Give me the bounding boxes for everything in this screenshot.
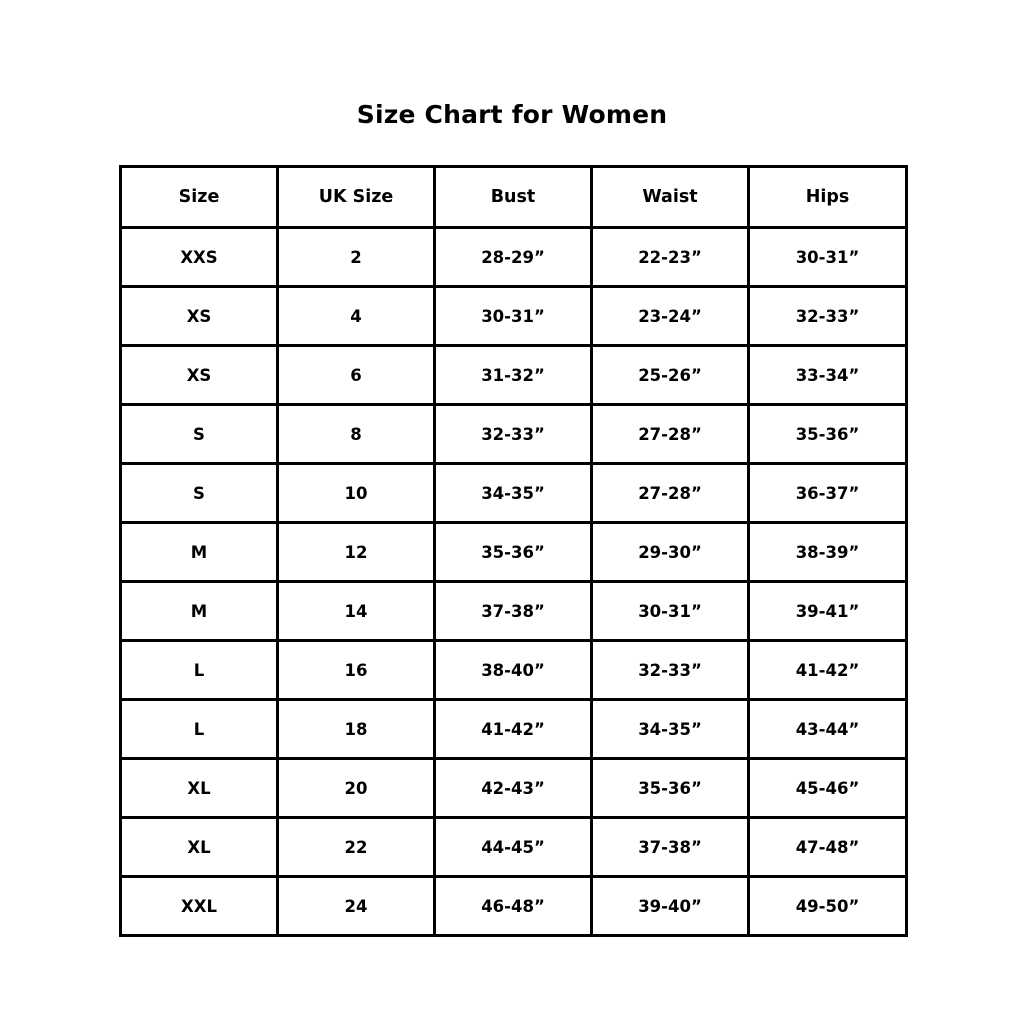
cell-uk-size: 4 bbox=[278, 287, 435, 346]
cell-hips: 49-50” bbox=[749, 877, 907, 936]
cell-waist: 27-28” bbox=[592, 405, 749, 464]
cell-hips: 45-46” bbox=[749, 759, 907, 818]
cell-size: L bbox=[121, 700, 278, 759]
column-header-waist: Waist bbox=[592, 167, 749, 228]
cell-waist: 35-36” bbox=[592, 759, 749, 818]
size-chart-table bbox=[119, 165, 908, 937]
cell-size: S bbox=[121, 464, 278, 523]
cell-waist: 37-38” bbox=[592, 818, 749, 877]
cell-bust: 38-40” bbox=[435, 641, 592, 700]
cell-bust: 28-29” bbox=[435, 228, 592, 287]
cell-bust: 44-45” bbox=[435, 818, 592, 877]
page-title: Size Chart for Women bbox=[356, 100, 668, 129]
cell-uk-size: 16 bbox=[278, 641, 435, 700]
cell-bust: 41-42” bbox=[435, 700, 592, 759]
table-row bbox=[121, 818, 907, 877]
table-row bbox=[121, 641, 907, 700]
cell-size: M bbox=[121, 523, 278, 582]
column-header-bust: Bust bbox=[435, 167, 592, 228]
column-header-hips: Hips bbox=[749, 167, 907, 228]
cell-size: XS bbox=[121, 346, 278, 405]
cell-hips: 39-41” bbox=[749, 582, 907, 641]
cell-hips: 43-44” bbox=[749, 700, 907, 759]
table-row bbox=[121, 759, 907, 818]
cell-size: M bbox=[121, 582, 278, 641]
cell-bust: 42-43” bbox=[435, 759, 592, 818]
cell-waist: 22-23” bbox=[592, 228, 749, 287]
cell-size: S bbox=[121, 405, 278, 464]
cell-hips: 32-33” bbox=[749, 287, 907, 346]
cell-bust: 46-48” bbox=[435, 877, 592, 936]
cell-size: XXL bbox=[121, 877, 278, 936]
cell-bust: 35-36” bbox=[435, 523, 592, 582]
cell-waist: 34-35” bbox=[592, 700, 749, 759]
cell-bust: 34-35” bbox=[435, 464, 592, 523]
cell-waist: 29-30” bbox=[592, 523, 749, 582]
table-row bbox=[121, 582, 907, 641]
size-chart-table-container bbox=[119, 165, 905, 937]
table-row bbox=[121, 228, 907, 287]
table-row bbox=[121, 287, 907, 346]
cell-hips: 33-34” bbox=[749, 346, 907, 405]
cell-uk-size: 8 bbox=[278, 405, 435, 464]
cell-uk-size: 20 bbox=[278, 759, 435, 818]
cell-hips: 36-37” bbox=[749, 464, 907, 523]
cell-hips: 47-48” bbox=[749, 818, 907, 877]
cell-uk-size: 12 bbox=[278, 523, 435, 582]
cell-size: XS bbox=[121, 287, 278, 346]
cell-bust: 37-38” bbox=[435, 582, 592, 641]
cell-size: L bbox=[121, 641, 278, 700]
cell-uk-size: 22 bbox=[278, 818, 435, 877]
cell-size: XXS bbox=[121, 228, 278, 287]
table-row bbox=[121, 464, 907, 523]
cell-bust: 31-32” bbox=[435, 346, 592, 405]
table-header-row bbox=[121, 167, 907, 228]
cell-waist: 39-40” bbox=[592, 877, 749, 936]
table-row bbox=[121, 346, 907, 405]
cell-size: XL bbox=[121, 818, 278, 877]
cell-bust: 32-33” bbox=[435, 405, 592, 464]
table-row bbox=[121, 877, 907, 936]
column-header-uk-size: UK Size bbox=[278, 167, 435, 228]
cell-hips: 38-39” bbox=[749, 523, 907, 582]
cell-hips: 35-36” bbox=[749, 405, 907, 464]
cell-waist: 30-31” bbox=[592, 582, 749, 641]
cell-waist: 23-24” bbox=[592, 287, 749, 346]
cell-hips: 30-31” bbox=[749, 228, 907, 287]
table-row bbox=[121, 523, 907, 582]
cell-size: XL bbox=[121, 759, 278, 818]
table-row bbox=[121, 405, 907, 464]
table-body bbox=[121, 228, 907, 936]
column-header-size: Size bbox=[121, 167, 278, 228]
cell-uk-size: 24 bbox=[278, 877, 435, 936]
cell-waist: 32-33” bbox=[592, 641, 749, 700]
cell-waist: 25-26” bbox=[592, 346, 749, 405]
cell-uk-size: 14 bbox=[278, 582, 435, 641]
table-header bbox=[121, 167, 907, 228]
cell-uk-size: 10 bbox=[278, 464, 435, 523]
cell-uk-size: 18 bbox=[278, 700, 435, 759]
table-row bbox=[121, 700, 907, 759]
cell-uk-size: 2 bbox=[278, 228, 435, 287]
cell-waist: 27-28” bbox=[592, 464, 749, 523]
cell-bust: 30-31” bbox=[435, 287, 592, 346]
cell-hips: 41-42” bbox=[749, 641, 907, 700]
cell-uk-size: 6 bbox=[278, 346, 435, 405]
